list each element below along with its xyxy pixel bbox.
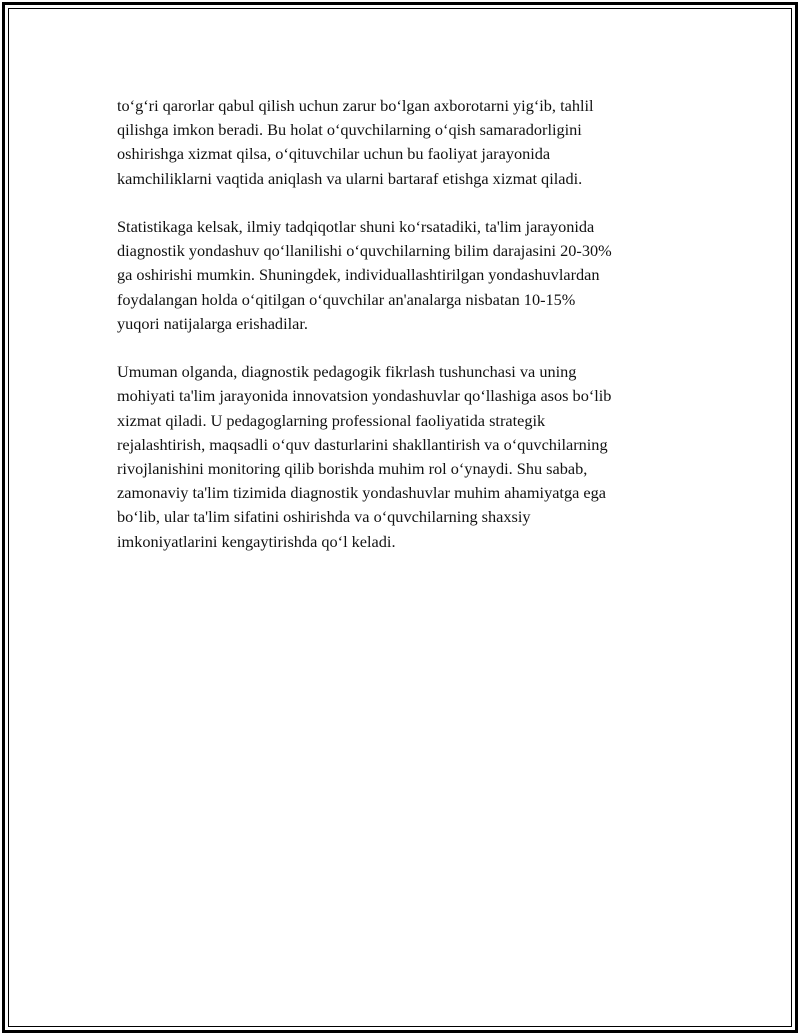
- paragraph-line: ga oshirishi mumkin. Shuningdek, individuallashtirilgan yondashuvlardan: [117, 265, 600, 285]
- paragraph-line: xizmat qiladi. U pedagoglarning professional faoliyatida strategik: [117, 410, 546, 430]
- paragraph-3: [117, 360, 687, 554]
- paragraph-1: [117, 94, 687, 191]
- paragraph-line: to‘g‘ri qarorlar qabul qilish uchun zarur bo‘lgan axborotarni yig‘ib, tahlil: [117, 96, 594, 115]
- paragraph-2: [117, 215, 687, 336]
- paragraph-line: foydalangan holda o‘qitilgan o‘quvchilar an'analarga nisbatan 10-15%: [117, 289, 576, 309]
- paragraph-line: rivojlanishini monitoring qilib borishda muhim rol o‘ynaydi. Shu sabab,: [117, 459, 588, 479]
- paragraph-line: Statistikaga kelsak, ilmiy tadqiqotlar shuni ko‘rsatadiki, ta'lim jarayonida: [117, 217, 595, 236]
- paragraph-line: yuqori natijalarga erishadilar.: [117, 313, 308, 333]
- paragraph-line: imkoniyatlarini kengaytirishda qo‘l keladi.: [117, 531, 396, 551]
- paragraph-line: diagnostik yondashuv qo‘llanilishi o‘quvchilarning bilim darajasini 20-30%: [117, 241, 612, 261]
- paragraph-line: bo‘lib, ular ta'lim sifatini oshirishda va o‘quvchilarning shaxsiy: [117, 507, 531, 527]
- document-body: [117, 94, 687, 578]
- paragraph-line: oshirishga xizmat qilsa, o‘qituvchilar uchun bu faoliyat jarayonida: [117, 144, 551, 164]
- paragraph-line: zamonaviy ta'lim tizimida diagnostik yondashuvlar muhim ahamiyatga ega: [117, 483, 606, 503]
- paragraph-line: rejalashtirish, maqsadli o‘quv dasturlarini shakllantirish va o‘quvchilarning: [117, 434, 608, 454]
- paragraph-line: mohiyati ta'lim jarayonida innovatsion yondashuvlar qo‘llashiga asos bo‘lib: [117, 386, 612, 406]
- paragraph-line: qilishga imkon beradi. Bu holat o‘quvchilarning o‘qish samaradorligini: [117, 120, 582, 140]
- paragraph-line: Umuman olganda, diagnostik pedagogik fikrlash tushunchasi va uning: [117, 362, 577, 382]
- paragraph-line: kamchiliklarni vaqtida aniqlash va ularni bartaraf etishga xizmat qiladi.: [117, 168, 583, 188]
